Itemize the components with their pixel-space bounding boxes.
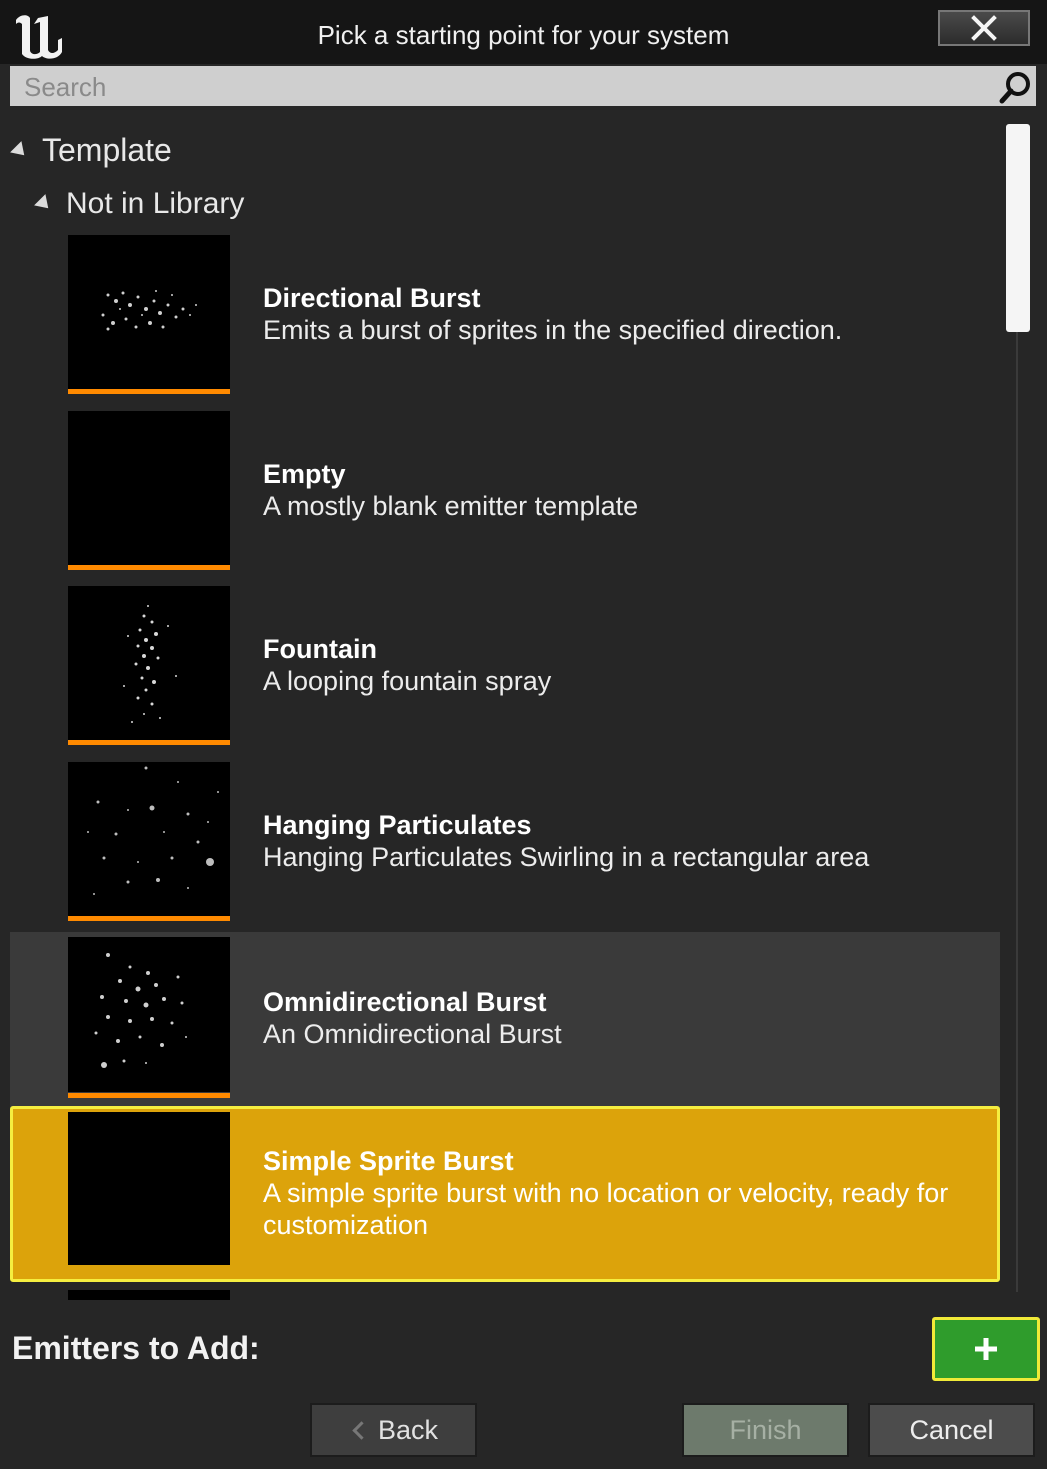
collapse-triangle-icon[interactable] — [34, 194, 54, 214]
item-text — [263, 458, 983, 522]
empty-thumbnail — [68, 411, 230, 566]
fountain-thumbnail — [68, 586, 230, 741]
plus-icon — [971, 1334, 1001, 1364]
emitters-to-add-label: Emitters to Add: — [12, 1330, 260, 1366]
collapse-triangle-icon[interactable] — [10, 141, 30, 161]
back-button-label: Back — [377, 1414, 439, 1445]
thumbnail-accent-bar — [68, 1093, 230, 1098]
thumbnail-accent-bar — [68, 916, 230, 921]
search-icon[interactable] — [998, 69, 1034, 105]
finish-button-label: Finish — [729, 1414, 802, 1445]
template-item-omnidirectional-burst[interactable] — [10, 932, 1000, 1108]
chevron-left-icon — [352, 1421, 370, 1439]
item-description: An Omnidirectional Burst — [263, 1019, 562, 1049]
add-emitter-button[interactable] — [932, 1317, 1040, 1381]
item-title: Empty — [263, 459, 346, 489]
template-item-simple-sprite-burst[interactable] — [10, 1106, 1000, 1282]
footer — [0, 1300, 1047, 1469]
simple-sprite-burst-thumbnail — [68, 1112, 230, 1265]
item-title: Simple Sprite Burst — [263, 1146, 514, 1176]
template-item-hanging-particulates[interactable] — [10, 759, 1000, 935]
thumbnail-accent-bar — [68, 389, 230, 394]
item-title: Directional Burst — [263, 283, 481, 313]
template-item-fountain[interactable] — [10, 583, 1000, 759]
thumbnail-accent-bar — [68, 565, 230, 570]
close-icon — [971, 15, 997, 41]
item-description: A looping fountain spray — [263, 666, 552, 696]
particles-preview-icon — [68, 762, 230, 917]
particles-preview-icon — [68, 937, 230, 1092]
cancel-button[interactable] — [868, 1403, 1035, 1457]
item-title: Fountain — [263, 634, 377, 664]
directional-burst-thumbnail — [68, 235, 230, 390]
group-not-in-library[interactable] — [36, 187, 244, 221]
particles-preview-icon — [68, 235, 230, 390]
item-description: A simple sprite burst with no location or velocity, ready for customization — [263, 1178, 949, 1240]
template-item-empty[interactable] — [10, 408, 1000, 584]
window-title: Pick a starting point for your system — [317, 20, 730, 50]
group-not-in-library-label: Not in Library — [66, 187, 245, 220]
group-template-label: Template — [42, 132, 172, 168]
back-button[interactable] — [310, 1403, 477, 1457]
template-item-directional-burst[interactable] — [10, 232, 1000, 408]
search-bar — [10, 66, 1036, 106]
item-text — [263, 1145, 983, 1241]
item-text — [263, 986, 983, 1050]
item-description: A mostly blank emitter template — [263, 491, 639, 521]
close-button[interactable] — [938, 10, 1030, 46]
thumbnail-accent-bar — [68, 740, 230, 745]
item-text — [263, 633, 983, 697]
omnidirectional-burst-thumbnail — [68, 937, 230, 1092]
finish-button[interactable] — [682, 1403, 849, 1457]
scrollbar-track[interactable] — [1016, 330, 1018, 1292]
item-description: Hanging Particulates Swirling in a rectangular area — [263, 842, 870, 872]
item-text — [263, 809, 983, 873]
particles-preview-icon — [68, 586, 230, 741]
scrollbar-thumb[interactable] — [1006, 124, 1030, 332]
item-title: Hanging Particulates — [263, 810, 532, 840]
item-text — [263, 282, 983, 346]
title-bar — [0, 0, 1047, 64]
item-description: Emits a burst of sprites in the specified direction. — [263, 315, 843, 345]
next-item-thumbnail-edge — [68, 1290, 230, 1300]
cancel-button-label: Cancel — [909, 1414, 994, 1445]
hanging-particulates-thumbnail — [68, 762, 230, 917]
item-title: Omnidirectional Burst — [263, 987, 547, 1017]
search-input[interactable] — [22, 68, 986, 106]
group-template[interactable] — [12, 132, 172, 169]
template-list — [0, 112, 1004, 1300]
